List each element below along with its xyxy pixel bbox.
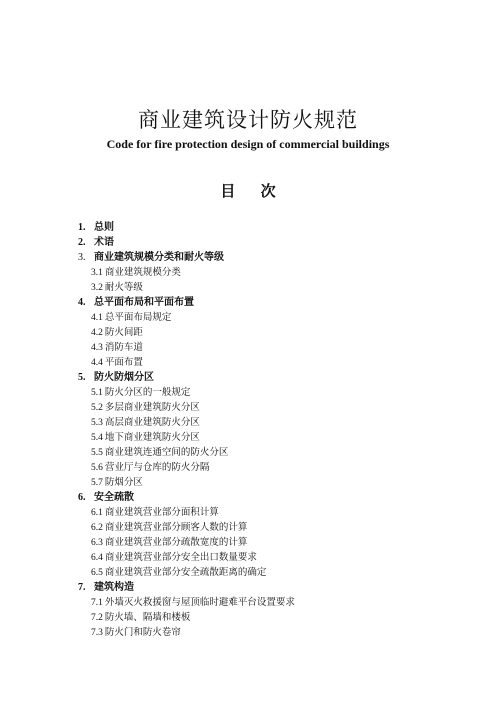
toc-subsection-label: 耐火等级 xyxy=(104,282,143,293)
toc-subsection-number: 7.3 xyxy=(91,628,103,638)
toc-section-label: 商业建筑规模分类和耐火等级 xyxy=(94,252,224,263)
toc-subsection-number: 4.2 xyxy=(91,328,103,338)
toc-section-number: 1. xyxy=(78,222,86,233)
toc-subsection-label: 防烟分区 xyxy=(104,477,143,488)
toc-section[interactable] xyxy=(78,220,486,235)
toc-subsection-number: 5.1 xyxy=(91,388,103,398)
toc-section-number: 7. xyxy=(78,582,86,593)
toc-subsection-number: 3.1 xyxy=(91,268,103,278)
toc-subsection-label: 防火墙、隔墙和楼板 xyxy=(104,612,191,623)
toc-subsection-number: 4.1 xyxy=(91,313,103,323)
toc-subsection-number: 7.2 xyxy=(91,613,103,623)
toc-subsection[interactable] xyxy=(78,355,486,370)
toc-subsection-number: 5.6 xyxy=(91,463,103,473)
toc-subsection-number: 6.1 xyxy=(91,508,103,518)
toc-section[interactable] xyxy=(78,370,486,385)
toc-section[interactable] xyxy=(78,490,486,505)
toc-subsection-number: 5.5 xyxy=(91,448,103,458)
toc-subsection[interactable] xyxy=(78,550,486,565)
toc-section[interactable] xyxy=(78,580,486,595)
toc-subsection-label: 消防车道 xyxy=(104,342,143,353)
toc-subsection-label: 总平面布局规定 xyxy=(104,312,172,323)
toc-subsection-label: 营业厅与仓库的防火分隔 xyxy=(104,462,210,473)
toc-section[interactable] xyxy=(78,250,486,265)
toc-subsection-label: 商业建筑规模分类 xyxy=(104,267,181,278)
toc-section[interactable] xyxy=(78,235,486,250)
toc-subsection-number: 6.4 xyxy=(91,553,103,563)
toc-subsection[interactable] xyxy=(78,460,486,475)
document-subtitle: Code for fire protection design of commercial buildings xyxy=(106,137,390,151)
toc-subsection-number: 6.5 xyxy=(91,568,103,578)
toc-subsection-number: 5.3 xyxy=(91,418,103,428)
toc-subsection[interactable] xyxy=(78,325,486,340)
toc-section-label: 总平面布局和平面布置 xyxy=(94,297,194,308)
toc-subsection-number: 5.2 xyxy=(91,403,103,413)
toc-subsection-number: 3.2 xyxy=(91,283,103,293)
toc-section-label: 总则 xyxy=(94,222,114,233)
toc-subsection[interactable] xyxy=(78,625,486,640)
toc-section-label: 安全疏散 xyxy=(94,492,134,503)
toc-subsection-number: 5.4 xyxy=(91,433,103,443)
document-title: 商业建筑设计防火规范 xyxy=(138,108,358,132)
toc-subsection[interactable] xyxy=(78,565,486,580)
toc-subsection-label: 商业建筑营业部分安全出口数量要求 xyxy=(104,552,257,563)
toc-subsection-number: 6.3 xyxy=(91,538,103,548)
toc-subsection-number: 6.2 xyxy=(91,523,103,533)
toc-subsection-number: 4.4 xyxy=(91,358,103,368)
toc-subsection[interactable] xyxy=(78,415,486,430)
toc-subsection-label: 防火间距 xyxy=(104,327,143,338)
toc-subsection[interactable] xyxy=(78,310,486,325)
toc-subsection[interactable] xyxy=(78,430,486,445)
toc-subsection-label: 地下商业建筑防火分区 xyxy=(104,432,200,443)
toc-subsection-label: 多层商业建筑防火分区 xyxy=(104,402,200,413)
toc-subsection-number: 5.7 xyxy=(91,478,103,488)
toc-section[interactable] xyxy=(78,295,486,310)
toc-section-label: 术语 xyxy=(94,237,114,248)
toc-heading: 目 次 xyxy=(220,182,276,200)
toc-subsection[interactable] xyxy=(78,265,486,280)
toc-subsection[interactable] xyxy=(78,445,486,460)
toc-subsection[interactable] xyxy=(78,535,486,550)
toc-section-number: 5. xyxy=(78,372,86,383)
toc-section-number: 4. xyxy=(78,297,86,308)
toc-subsection-label: 商业建筑连通空间的防火分区 xyxy=(104,447,229,458)
toc-subsection-label: 平面布置 xyxy=(104,357,143,368)
toc-subsection[interactable] xyxy=(78,505,486,520)
toc-subsection[interactable] xyxy=(78,385,486,400)
toc-section-number: 6. xyxy=(78,492,86,503)
toc-subsection[interactable] xyxy=(78,400,486,415)
toc-section-number: 3. xyxy=(78,252,86,263)
toc-subsection[interactable] xyxy=(78,610,486,625)
toc-subsection[interactable] xyxy=(78,340,486,355)
toc-subsection-label: 高层商业建筑防火分区 xyxy=(104,417,200,428)
table-of-contents xyxy=(78,220,486,640)
toc-section-label: 建筑构造 xyxy=(94,582,134,593)
toc-subsection-number: 7.1 xyxy=(91,598,103,608)
toc-subsection[interactable] xyxy=(78,595,486,610)
toc-subsection-label: 防火分区的一般规定 xyxy=(104,387,191,398)
toc-subsection[interactable] xyxy=(78,475,486,490)
toc-subsection[interactable] xyxy=(78,520,486,535)
toc-subsection[interactable] xyxy=(78,280,486,295)
toc-section-number: 2. xyxy=(78,237,86,248)
toc-subsection-label: 商业建筑营业部分面积计算 xyxy=(104,507,219,518)
toc-subsection-label: 外墙灭火救援窗与屋顶临时避难平台设置要求 xyxy=(104,597,295,608)
toc-subsection-number: 4.3 xyxy=(91,343,103,353)
toc-subsection-label: 商业建筑营业部分顾客人数的计算 xyxy=(104,522,248,533)
toc-subsection-label: 商业建筑营业部分安全疏散距离的确定 xyxy=(104,567,267,578)
toc-subsection-label: 商业建筑营业部分疏散宽度的计算 xyxy=(104,537,248,548)
toc-section-label: 防火防烟分区 xyxy=(94,372,154,383)
toc-subsection-label: 防火门和防火卷帘 xyxy=(104,627,181,638)
